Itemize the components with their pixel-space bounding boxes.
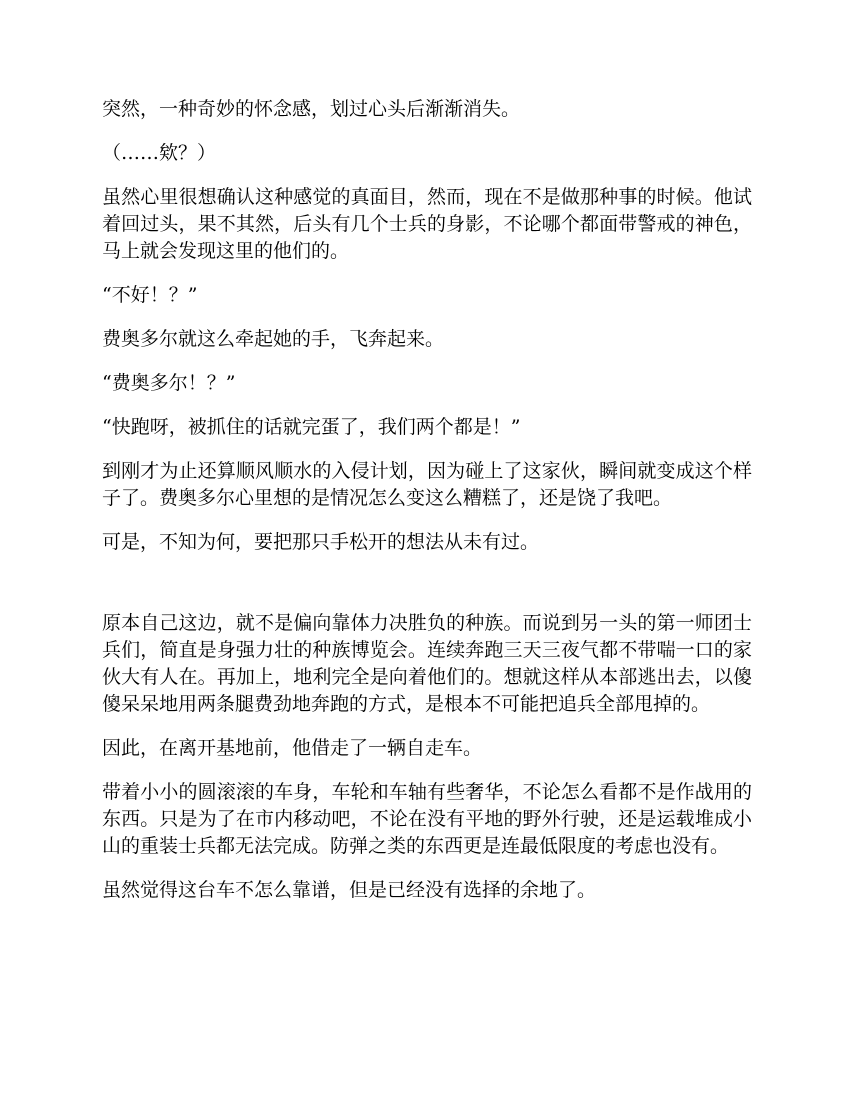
section-break	[102, 556, 752, 610]
paragraph: 可是，不知为何，要把那只手松开的想法从未有过。	[102, 531, 540, 553]
paragraph: 虽然觉得这台车不怎么靠谱，但是已经没有选择的余地了。	[102, 879, 597, 901]
paragraph: “不好！？”	[102, 284, 198, 306]
paragraph: （……欸？）	[102, 142, 217, 164]
paragraph: 原本自己这边，就不是偏向靠体力决胜负的种族。而说到另一头的第一师团士兵们，简直是身强力壮的种族博览会。连续奔跑三天三夜气都不带喘一口的家伙大有人在。再加上，地利完全是向着他们的。想就这样从本部逃出去，以傻傻呆呆地用两条腿费劲地奔跑的方式，是根本不可能把追兵全部甩掉的。	[102, 612, 752, 715]
paragraph: 虽然心里很想确认这种感觉的真面目，然而，现在不是做那种事的时候。他试着回过头，果不其然，后头有几个士兵的身影，不论哪个都面带警戒的神色，马上就会发现这里的他们的。	[102, 186, 752, 262]
paragraph: “费奥多尔！？”	[102, 372, 236, 394]
paragraph: 因此，在离开基地前，他借走了一辆自走车。	[102, 737, 483, 759]
paragraph: 突然，一种奇妙的怀念感，划过心头后渐渐消失。	[102, 98, 521, 120]
paragraph: 费奥多尔就这么牵起她的手，飞奔起来。	[102, 328, 445, 350]
paragraph: “快跑呀，被抓住的话就完蛋了，我们两个都是！”	[102, 416, 521, 438]
paragraph: 到刚才为止还算顺风顺水的入侵计划，因为碰上了这家伙，瞬间就变成这个样子了。费奥多尔心里想的是情况怎么变这么糟糕了，还是饶了我吧。	[102, 460, 752, 509]
paragraph: 带着小小的圆滚滚的车身，车轮和车轴有些奢华，不论怎么看都不是作战用的东西。只是为了在市内移动吧，不论在没有平地的野外行驶，还是运载堆成小山的重装士兵都无法完成。防弹之类的东西更是连最低限度的考虑也没有。	[102, 781, 752, 857]
section-1	[102, 96, 752, 556]
section-2	[102, 610, 752, 904]
body-text	[102, 96, 752, 904]
